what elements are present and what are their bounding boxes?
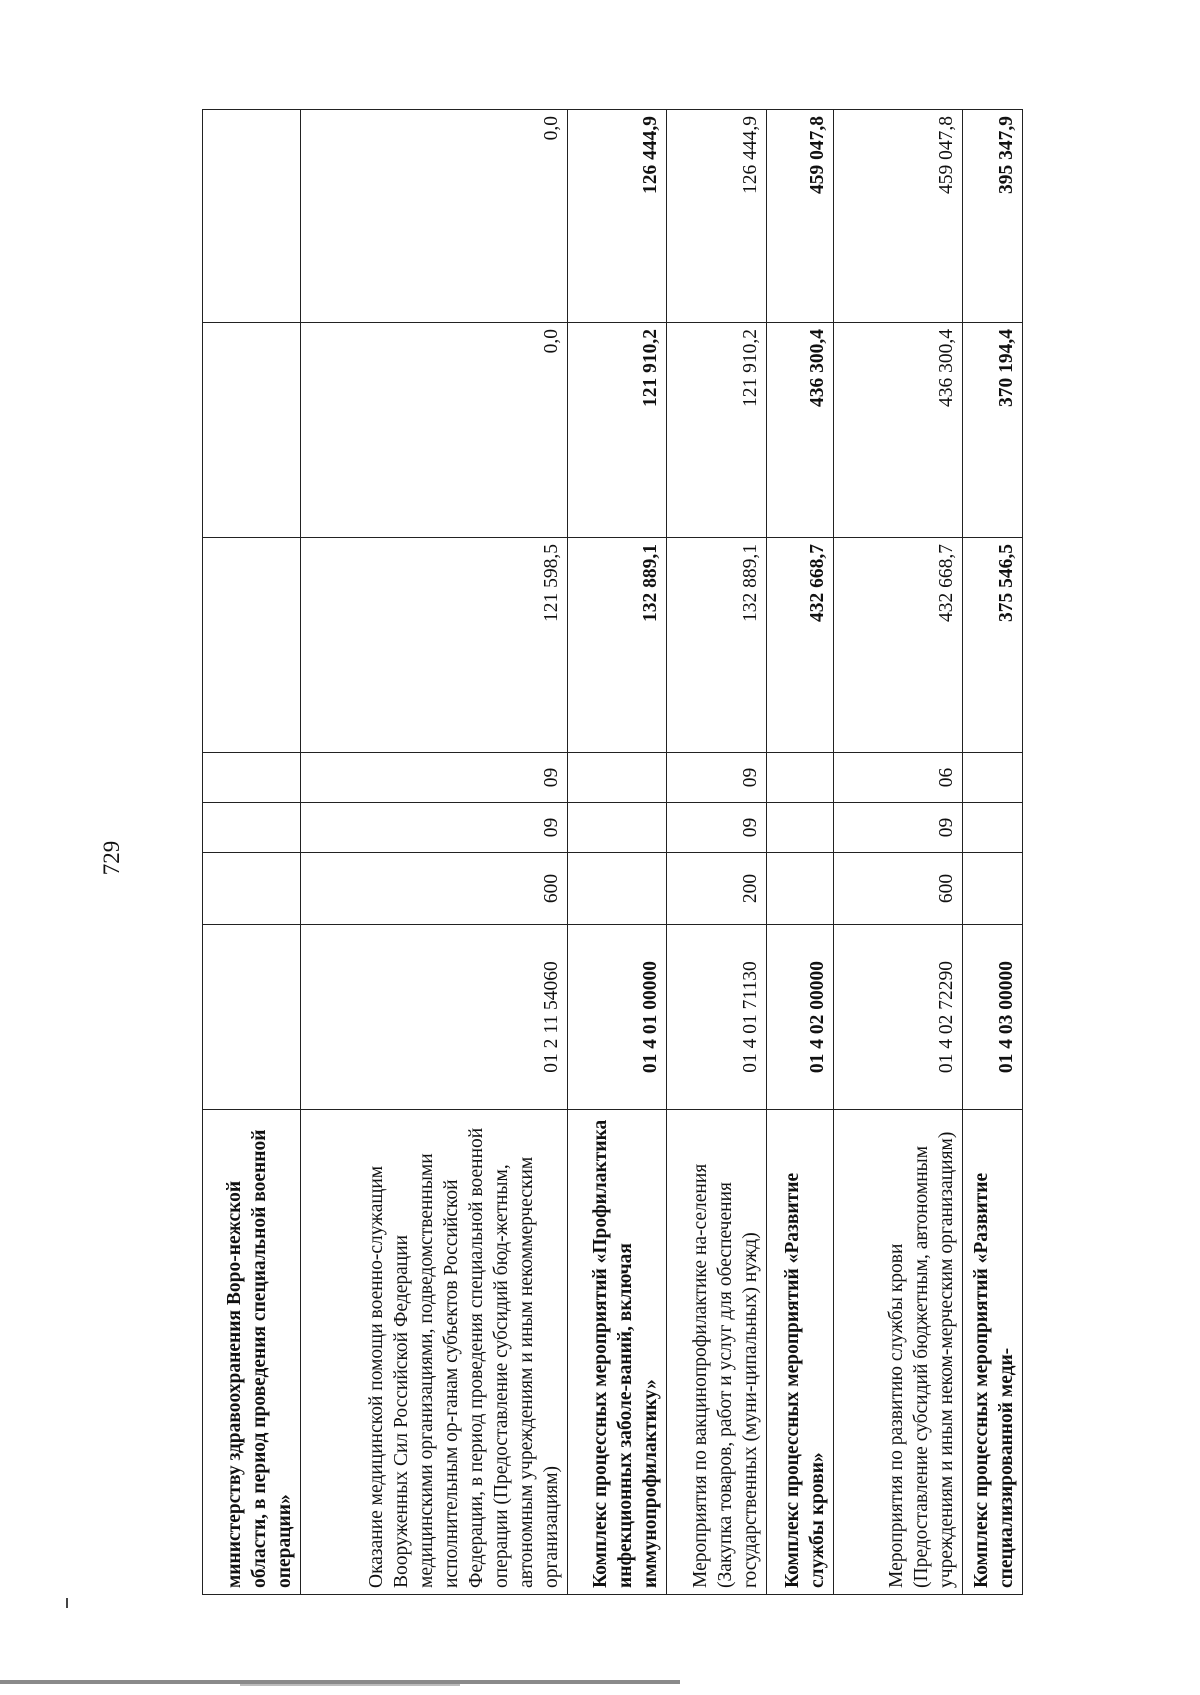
row-expense-type xyxy=(203,853,301,925)
row-amount-year1: 432 668,7 xyxy=(767,538,834,753)
row-amount-year3: 126 444,9 xyxy=(568,110,667,323)
row-amount-year1 xyxy=(203,538,301,753)
row-target-code: 01 4 03 00000 xyxy=(963,925,1023,1110)
row-expense-type xyxy=(568,853,667,925)
row-amount-year3 xyxy=(203,110,301,323)
table-row xyxy=(963,110,1023,1595)
row-subsection xyxy=(568,753,667,803)
row-expense-type: 600 xyxy=(834,853,963,925)
row-amount-year3: 459 047,8 xyxy=(834,110,963,323)
row-expense-type: 200 xyxy=(667,853,767,925)
row-target-code: 01 2 11 54060 xyxy=(301,925,568,1110)
row-section xyxy=(203,803,301,853)
row-section: 09 xyxy=(667,803,767,853)
row-target-code: 01 4 02 00000 xyxy=(767,925,834,1110)
row-amount-year1: 375 546,5 xyxy=(963,538,1023,753)
row-name: Комплекс процессных мероприятий «Профилактика инфекционных заболе-ваний, включая иммунопрофилактику» xyxy=(568,1110,667,1595)
row-subsection: 09 xyxy=(301,753,568,803)
row-amount-year2: 121 910,2 xyxy=(667,323,767,538)
row-subsection: 06 xyxy=(834,753,963,803)
row-target-code: 01 4 01 00000 xyxy=(568,925,667,1110)
row-section xyxy=(963,803,1023,853)
row-amount-year3: 395 347,9 xyxy=(963,110,1023,323)
row-amount-year1: 432 668,7 xyxy=(834,538,963,753)
row-name: министерству здравоохранения Воро-нежской области, в период проведения специальной военной операции» xyxy=(203,1110,301,1595)
row-target-code xyxy=(203,925,301,1110)
row-amount-year2: 0,0 xyxy=(301,323,568,538)
row-amount-year2: 436 300,4 xyxy=(767,323,834,538)
row-section: 09 xyxy=(301,803,568,853)
row-section xyxy=(568,803,667,853)
table-row xyxy=(767,110,834,1595)
row-amount-year2: 370 194,4 xyxy=(963,323,1023,538)
row-amount-year1: 121 598,5 xyxy=(301,538,568,753)
row-amount-year3: 126 444,9 xyxy=(667,110,767,323)
row-amount-year1: 132 889,1 xyxy=(667,538,767,753)
table-row xyxy=(834,110,963,1595)
table-row xyxy=(568,110,667,1595)
row-name: Мероприятия по вакцинопрофилактике на-селения (Закупка товаров, работ и услуг для обеспечения государственных (муни-ципальных) нужд) xyxy=(667,1110,767,1595)
row-name: Комплекс процессных мероприятий «Развитие специализированной меди- xyxy=(963,1110,1023,1595)
row-expense-type: 600 xyxy=(301,853,568,925)
row-subsection xyxy=(963,753,1023,803)
row-name: Мероприятия по развитию службы крови (Предоставление субсидий бюджетным, автономным учреждениям и иным неком-мерческим организациям) xyxy=(834,1110,963,1595)
row-amount-year3: 0,0 xyxy=(301,110,568,323)
row-amount-year3: 459 047,8 xyxy=(767,110,834,323)
budget-table xyxy=(202,109,1023,1595)
scan-edge-shadow xyxy=(240,1684,460,1686)
scan-mark xyxy=(66,1598,68,1608)
table-row xyxy=(667,110,767,1595)
table-row xyxy=(301,110,568,1595)
row-subsection: 09 xyxy=(667,753,767,803)
row-amount-year2: 121 910,2 xyxy=(568,323,667,538)
row-amount-year1: 132 889,1 xyxy=(568,538,667,753)
budget-table-rotated xyxy=(202,110,1102,1595)
page-number: 729 xyxy=(99,840,124,876)
row-subsection xyxy=(767,753,834,803)
row-section: 09 xyxy=(834,803,963,853)
row-target-code: 01 4 02 72290 xyxy=(834,925,963,1110)
row-section xyxy=(767,803,834,853)
row-target-code: 01 4 01 71130 xyxy=(667,925,767,1110)
row-amount-year2 xyxy=(203,323,301,538)
row-amount-year2: 436 300,4 xyxy=(834,323,963,538)
table-row xyxy=(203,110,301,1595)
row-name: Комплекс процессных мероприятий «Развитие службы крови» xyxy=(767,1110,834,1595)
row-expense-type xyxy=(767,853,834,925)
row-expense-type xyxy=(963,853,1023,925)
row-name: Оказание медицинской помощи военно-служащим Вооруженных Сил Российской Федерации медицинскими организациями, подведомственными исполнительным ор-ганам субъектов Российской Федерации, в период проведения специальной военной операции (Предоставление субсидий бюд-жетным, автономным учреждениям и иным некоммерческим организациям) xyxy=(301,1110,568,1595)
row-subsection xyxy=(203,753,301,803)
